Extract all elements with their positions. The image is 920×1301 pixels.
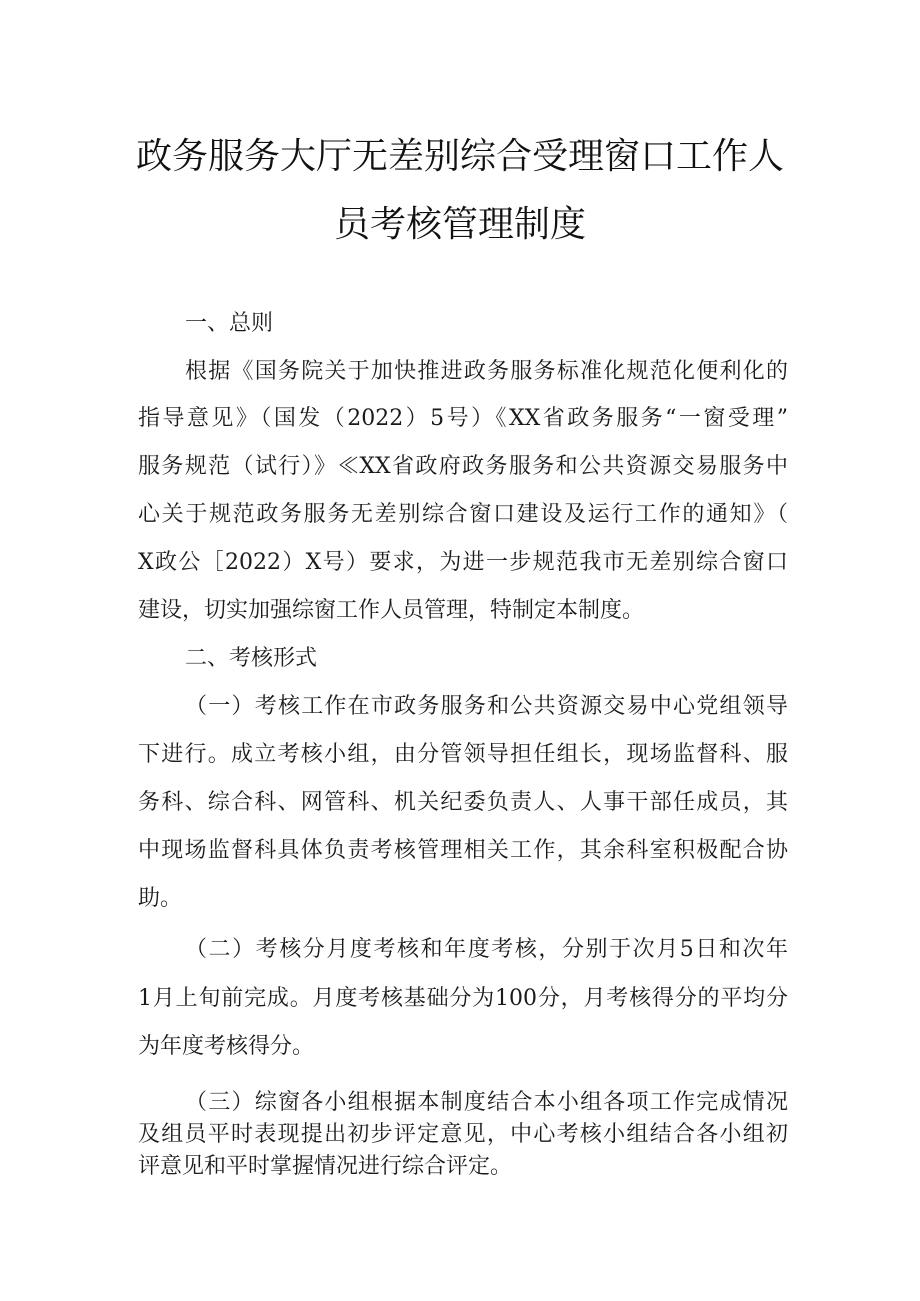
document-title-line-1: 政务服务大厅无差别综合受理窗口工作人 bbox=[135, 136, 784, 177]
paragraph-line: 助。 bbox=[138, 886, 183, 911]
section-heading-assessment-form: 二、考核形式 bbox=[185, 646, 318, 671]
paragraph-line: 务科、综合科、网管科、机关纪委负责人、人事干部任成员，其 bbox=[138, 790, 788, 815]
paragraph-line: 心关于规范政务服务无差别综合窗口建设及运行工作的通知》（ bbox=[138, 502, 788, 527]
paragraph-line: （一）考核工作在市政务服务和公共资源交易中心党组领导 bbox=[185, 694, 788, 719]
paragraph-line: 及组员平时表现提出初步评定意见，中心考核小组结合各小组初 bbox=[138, 1122, 788, 1147]
paragraph-line: 服务规范（试行）》≪XX省政府政务服务和公共资源交易服务中 bbox=[138, 454, 788, 479]
paragraph-line: 建设，切实加强综窗工作人员管理，特制定本制度。 bbox=[138, 598, 645, 623]
paragraph-line: 指导意见》（国发（2022）5号）《XX省政务服务“一窗受理” bbox=[138, 406, 788, 431]
paragraph-line: 1月上旬前完成。月度考核基础分为100分，月考核得分的平均分 bbox=[138, 986, 788, 1011]
section-heading-general: 一、总则 bbox=[185, 311, 274, 336]
paragraph-line: 评意见和平时掌握情况进行综合评定。 bbox=[138, 1154, 513, 1179]
paragraph-line: 根据《国务院关于加快推进政务服务标准化规范化便利化的 bbox=[185, 359, 788, 384]
paragraph-line: X政公［2022）X号）要求，为进一步规范我市无差别综合窗口 bbox=[138, 550, 788, 575]
paragraph-line: 中现场监督科具体负责考核管理相关工作，其余科室积极配合协 bbox=[138, 838, 788, 863]
paragraph-line: （三）综窗各小组根据本制度结合本小组各项工作完成情况 bbox=[185, 1090, 788, 1115]
paragraph-line: 下进行。成立考核小组，由分管领导担任组长，现场监督科、服 bbox=[138, 742, 788, 767]
paragraph-line: （二）考核分月度考核和年度考核，分别于次月5日和次年 bbox=[185, 937, 788, 962]
paragraph-line: 为年度考核得分。 bbox=[138, 1034, 315, 1059]
document-title-line-2: 员考核管理制度 bbox=[333, 204, 586, 245]
